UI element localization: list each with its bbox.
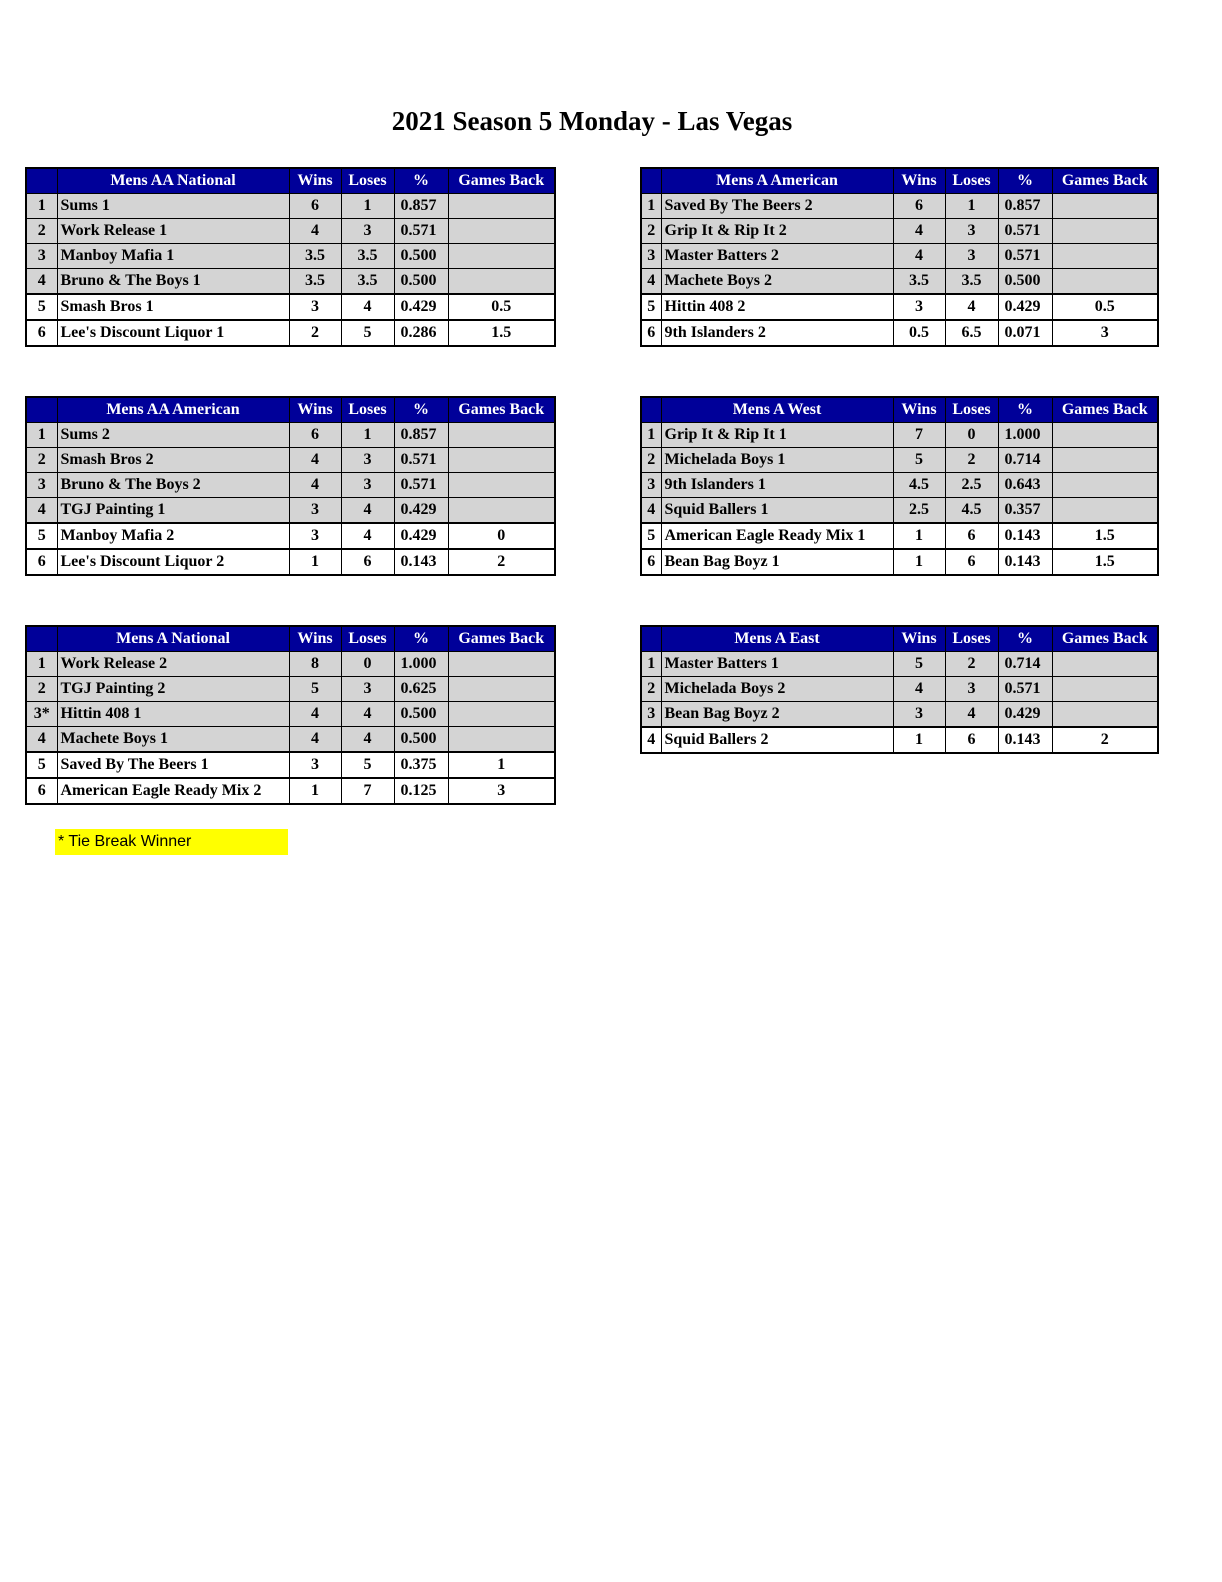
table-row <box>26 219 555 244</box>
pct-cell: 0.625 <box>394 677 448 702</box>
pct-cell: 0.286 <box>394 320 448 346</box>
standings-table-mens-aa-national <box>25 167 556 347</box>
rank-cell: 5 <box>26 523 57 549</box>
games-back-cell <box>1052 269 1158 295</box>
team-name-cell: Machete Boys 1 <box>57 727 289 753</box>
table-row <box>26 448 555 473</box>
table-row <box>641 244 1158 269</box>
header-row <box>26 168 555 194</box>
rank-cell: 4 <box>641 498 661 524</box>
table-row <box>26 194 555 219</box>
rank-header <box>26 626 57 652</box>
wins-cell: 0.5 <box>893 320 945 346</box>
wins-cell: 2.5 <box>893 498 945 524</box>
rank-cell: 1 <box>26 652 57 677</box>
pct-cell: 0.429 <box>998 294 1052 320</box>
table-row <box>641 269 1158 295</box>
team-name-cell: Sums 1 <box>57 194 289 219</box>
team-name-cell: Grip It & Rip It 2 <box>661 219 893 244</box>
loses-cell: 6 <box>945 549 998 575</box>
rank-cell: 1 <box>26 423 57 448</box>
pct-cell: 0.643 <box>998 473 1052 498</box>
table-row <box>641 652 1158 677</box>
rank-cell: 3 <box>641 702 661 728</box>
wins-cell: 7 <box>893 423 945 448</box>
games-back-cell <box>1052 448 1158 473</box>
team-name-cell: Manboy Mafia 1 <box>57 244 289 269</box>
rank-cell: 2 <box>641 448 661 473</box>
rank-cell: 6 <box>26 320 57 346</box>
loses-cell: 2 <box>945 448 998 473</box>
standings-table-mens-a-national <box>25 625 556 805</box>
pct-cell: 0.500 <box>394 244 448 269</box>
loses-cell: 5 <box>341 320 394 346</box>
wins-cell: 3.5 <box>289 244 341 269</box>
team-name-cell: Grip It & Rip It 1 <box>661 423 893 448</box>
pct-cell: 0.143 <box>998 523 1052 549</box>
pct-cell: 0.143 <box>998 549 1052 575</box>
games-back-cell <box>448 219 555 244</box>
wins-cell: 3 <box>893 294 945 320</box>
pct-cell: 0.500 <box>998 269 1052 295</box>
games-back-cell <box>1052 423 1158 448</box>
loses-cell: 0 <box>341 652 394 677</box>
team-name-cell: Saved By The Beers 1 <box>57 752 289 778</box>
rank-header <box>26 397 57 423</box>
table-row <box>26 498 555 524</box>
rank-header <box>641 168 661 194</box>
page-title: 2021 Season 5 Monday - Las Vegas <box>391 106 793 136</box>
rank-cell: 2 <box>26 677 57 702</box>
table-row <box>26 702 555 727</box>
table-row <box>26 269 555 295</box>
rank-header <box>641 626 661 652</box>
standings-table-mens-a-american <box>640 167 1159 347</box>
table-row <box>641 294 1158 320</box>
table-row <box>26 677 555 702</box>
table-row <box>26 523 555 549</box>
games-back-cell <box>448 194 555 219</box>
tie-break-legend: * Tie Break Winner <box>55 829 288 855</box>
table-row <box>641 423 1158 448</box>
rank-cell: 1 <box>641 652 661 677</box>
pct-cell: 0.571 <box>998 219 1052 244</box>
division-name: Mens AA National <box>57 168 289 194</box>
pct-header: % <box>998 626 1052 652</box>
games-back-header: Games Back <box>448 168 555 194</box>
table-row <box>641 523 1158 549</box>
pct-cell: 0.571 <box>998 244 1052 269</box>
table-body <box>641 194 1158 347</box>
team-name-cell: Sums 2 <box>57 423 289 448</box>
pct-header: % <box>998 168 1052 194</box>
rank-cell: 4 <box>26 269 57 295</box>
games-back-cell: 1 <box>448 752 555 778</box>
wins-cell: 5 <box>893 652 945 677</box>
pct-cell: 0.500 <box>394 702 448 727</box>
wins-cell: 4 <box>289 702 341 727</box>
loses-cell: 4 <box>341 523 394 549</box>
pct-cell: 0.571 <box>394 473 448 498</box>
team-name-cell: Michelada Boys 2 <box>661 677 893 702</box>
pct-cell: 0.429 <box>394 523 448 549</box>
pct-cell: 0.571 <box>394 219 448 244</box>
division-name: Mens A National <box>57 626 289 652</box>
wins-cell: 1 <box>289 549 341 575</box>
games-back-cell <box>1052 498 1158 524</box>
pct-cell: 1.000 <box>394 652 448 677</box>
wins-cell: 1 <box>289 778 341 804</box>
team-name-cell: Master Batters 1 <box>661 652 893 677</box>
wins-header: Wins <box>289 397 341 423</box>
table-row <box>641 727 1158 753</box>
games-back-cell: 0.5 <box>1052 294 1158 320</box>
loses-cell: 4 <box>945 702 998 728</box>
games-back-cell <box>1052 219 1158 244</box>
table-row <box>641 549 1158 575</box>
wins-cell: 4 <box>893 244 945 269</box>
division-name: Mens A West <box>661 397 893 423</box>
table-row <box>641 677 1158 702</box>
loses-cell: 4 <box>341 294 394 320</box>
pct-header: % <box>394 626 448 652</box>
games-back-cell <box>448 727 555 753</box>
team-name-cell: Bruno & The Boys 2 <box>57 473 289 498</box>
loses-cell: 3 <box>341 448 394 473</box>
wins-header: Wins <box>893 626 945 652</box>
rank-cell: 4 <box>26 498 57 524</box>
loses-cell: 2.5 <box>945 473 998 498</box>
team-name-cell: TGJ Painting 2 <box>57 677 289 702</box>
loses-header: Loses <box>945 397 998 423</box>
loses-cell: 6 <box>945 727 998 753</box>
wins-cell: 5 <box>289 677 341 702</box>
team-name-cell: American Eagle Ready Mix 2 <box>57 778 289 804</box>
wins-cell: 2 <box>289 320 341 346</box>
standings-table-mens-aa-american <box>25 396 556 576</box>
pct-cell: 0.500 <box>394 727 448 753</box>
loses-cell: 3 <box>945 677 998 702</box>
games-back-cell: 3 <box>448 778 555 804</box>
team-name-cell: Squid Ballers 1 <box>661 498 893 524</box>
team-name-cell: Hittin 408 2 <box>661 294 893 320</box>
pct-header: % <box>394 397 448 423</box>
table-row <box>26 549 555 575</box>
loses-cell: 4.5 <box>945 498 998 524</box>
pct-cell: 0.143 <box>394 549 448 575</box>
wins-cell: 6 <box>289 194 341 219</box>
games-back-cell <box>448 677 555 702</box>
team-name-cell: Bean Bag Boyz 1 <box>661 549 893 575</box>
table-row <box>641 219 1158 244</box>
pct-cell: 0.357 <box>998 498 1052 524</box>
table-body <box>26 652 555 805</box>
loses-cell: 3 <box>341 677 394 702</box>
wins-header: Wins <box>289 168 341 194</box>
loses-cell: 1 <box>341 194 394 219</box>
loses-cell: 4 <box>341 727 394 753</box>
pct-cell: 0.571 <box>998 677 1052 702</box>
wins-cell: 3 <box>893 702 945 728</box>
wins-cell: 3 <box>289 498 341 524</box>
pct-cell: 0.714 <box>998 652 1052 677</box>
games-back-cell <box>1052 244 1158 269</box>
rank-cell: 4 <box>641 269 661 295</box>
wins-cell: 4 <box>893 219 945 244</box>
loses-cell: 6 <box>341 549 394 575</box>
wins-cell: 3 <box>289 523 341 549</box>
games-back-cell <box>1052 652 1158 677</box>
loses-cell: 3.5 <box>945 269 998 295</box>
standings-table-mens-a-east <box>640 625 1159 754</box>
games-back-header: Games Back <box>1052 626 1158 652</box>
rank-cell: 5 <box>641 294 661 320</box>
rank-cell: 4 <box>26 727 57 753</box>
wins-cell: 3.5 <box>289 269 341 295</box>
wins-cell: 4.5 <box>893 473 945 498</box>
loses-cell: 1 <box>945 194 998 219</box>
table-body <box>26 423 555 576</box>
team-name-cell: Smash Bros 1 <box>57 294 289 320</box>
wins-cell: 3 <box>289 752 341 778</box>
rank-cell: 1 <box>26 194 57 219</box>
team-name-cell: 9th Islanders 1 <box>661 473 893 498</box>
team-name-cell: Saved By The Beers 2 <box>661 194 893 219</box>
pct-cell: 0.857 <box>394 423 448 448</box>
rank-cell: 6 <box>26 549 57 575</box>
loses-header: Loses <box>945 626 998 652</box>
rank-cell: 2 <box>641 677 661 702</box>
games-back-cell <box>448 498 555 524</box>
loses-cell: 3 <box>945 219 998 244</box>
loses-cell: 3 <box>341 473 394 498</box>
games-back-cell: 3 <box>1052 320 1158 346</box>
rank-cell: 1 <box>641 194 661 219</box>
games-back-header: Games Back <box>448 397 555 423</box>
rank-cell: 5 <box>26 752 57 778</box>
wins-header: Wins <box>893 168 945 194</box>
header-row <box>26 626 555 652</box>
rank-cell: 3 <box>641 473 661 498</box>
table-row <box>26 320 555 346</box>
loses-cell: 6 <box>945 523 998 549</box>
rank-cell: 2 <box>641 219 661 244</box>
loses-header: Loses <box>945 168 998 194</box>
table-row <box>26 778 555 804</box>
table-row <box>26 423 555 448</box>
games-back-cell: 2 <box>1052 727 1158 753</box>
wins-cell: 4 <box>289 727 341 753</box>
rank-cell: 6 <box>26 778 57 804</box>
table-row <box>641 498 1158 524</box>
games-back-cell: 1.5 <box>1052 523 1158 549</box>
games-back-cell: 1.5 <box>448 320 555 346</box>
wins-cell: 4 <box>893 677 945 702</box>
table-row <box>641 320 1158 346</box>
games-back-cell <box>448 269 555 295</box>
wins-cell: 1 <box>893 727 945 753</box>
table-row <box>26 473 555 498</box>
wins-cell: 4 <box>289 448 341 473</box>
team-name-cell: Bean Bag Boyz 2 <box>661 702 893 728</box>
pct-cell: 0.429 <box>394 294 448 320</box>
games-back-cell <box>448 423 555 448</box>
loses-cell: 3.5 <box>341 244 394 269</box>
rank-header <box>26 168 57 194</box>
games-back-cell <box>448 473 555 498</box>
rank-cell: 5 <box>641 523 661 549</box>
loses-cell: 3 <box>945 244 998 269</box>
pct-cell: 0.071 <box>998 320 1052 346</box>
table-body <box>641 423 1158 576</box>
wins-cell: 1 <box>893 549 945 575</box>
games-back-cell <box>448 244 555 269</box>
pct-header: % <box>394 168 448 194</box>
pct-cell: 0.500 <box>394 269 448 295</box>
team-name-cell: Work Release 1 <box>57 219 289 244</box>
table-body <box>641 652 1158 754</box>
wins-cell: 4 <box>289 219 341 244</box>
division-name: Mens A East <box>661 626 893 652</box>
pct-cell: 0.375 <box>394 752 448 778</box>
games-back-header: Games Back <box>1052 397 1158 423</box>
team-name-cell: Bruno & The Boys 1 <box>57 269 289 295</box>
games-back-cell <box>1052 702 1158 728</box>
loses-cell: 2 <box>945 652 998 677</box>
loses-cell: 4 <box>945 294 998 320</box>
pct-cell: 1.000 <box>998 423 1052 448</box>
wins-cell: 6 <box>893 194 945 219</box>
wins-cell: 3 <box>289 294 341 320</box>
wins-cell: 6 <box>289 423 341 448</box>
team-name-cell: American Eagle Ready Mix 1 <box>661 523 893 549</box>
rank-cell: 4 <box>641 727 661 753</box>
team-name-cell: Smash Bros 2 <box>57 448 289 473</box>
pct-cell: 0.857 <box>998 194 1052 219</box>
rank-cell: 1 <box>641 423 661 448</box>
rank-cell: 3 <box>26 473 57 498</box>
wins-cell: 3.5 <box>893 269 945 295</box>
games-back-cell <box>448 702 555 727</box>
pct-cell: 0.125 <box>394 778 448 804</box>
wins-header: Wins <box>289 626 341 652</box>
pct-header: % <box>998 397 1052 423</box>
division-name: Mens AA American <box>57 397 289 423</box>
loses-header: Loses <box>341 397 394 423</box>
games-back-header: Games Back <box>1052 168 1158 194</box>
table-row <box>26 752 555 778</box>
pct-cell: 0.429 <box>998 702 1052 728</box>
games-back-cell <box>1052 677 1158 702</box>
loses-header: Loses <box>341 168 394 194</box>
games-back-cell <box>1052 473 1158 498</box>
rank-cell: 2 <box>26 219 57 244</box>
table-body <box>26 194 555 347</box>
table-row <box>641 194 1158 219</box>
loses-cell: 4 <box>341 702 394 727</box>
header-row <box>641 626 1158 652</box>
header-row <box>641 397 1158 423</box>
wins-cell: 8 <box>289 652 341 677</box>
games-back-header: Games Back <box>448 626 555 652</box>
games-back-cell: 2 <box>448 549 555 575</box>
rank-cell: 5 <box>26 294 57 320</box>
pct-cell: 0.857 <box>394 194 448 219</box>
header-row <box>26 397 555 423</box>
team-name-cell: Manboy Mafia 2 <box>57 523 289 549</box>
team-name-cell: Work Release 2 <box>57 652 289 677</box>
table-row <box>26 294 555 320</box>
pct-cell: 0.571 <box>394 448 448 473</box>
loses-cell: 1 <box>341 423 394 448</box>
pct-cell: 0.714 <box>998 448 1052 473</box>
rank-cell: 6 <box>641 320 661 346</box>
wins-cell: 4 <box>289 473 341 498</box>
table-row <box>26 727 555 753</box>
games-back-cell: 0.5 <box>448 294 555 320</box>
table-row <box>641 448 1158 473</box>
table-row <box>26 652 555 677</box>
loses-cell: 3 <box>341 219 394 244</box>
wins-cell: 1 <box>893 523 945 549</box>
team-name-cell: Hittin 408 1 <box>57 702 289 727</box>
team-name-cell: Squid Ballers 2 <box>661 727 893 753</box>
table-row <box>641 473 1158 498</box>
rank-cell: 3* <box>26 702 57 727</box>
wins-header: Wins <box>893 397 945 423</box>
table-row <box>641 702 1158 728</box>
team-name-cell: Lee's Discount Liquor 1 <box>57 320 289 346</box>
loses-cell: 4 <box>341 498 394 524</box>
loses-header: Loses <box>341 626 394 652</box>
pct-cell: 0.429 <box>394 498 448 524</box>
team-name-cell: TGJ Painting 1 <box>57 498 289 524</box>
loses-cell: 5 <box>341 752 394 778</box>
rank-header <box>641 397 661 423</box>
header-row <box>641 168 1158 194</box>
loses-cell: 6.5 <box>945 320 998 346</box>
wins-cell: 5 <box>893 448 945 473</box>
standings-table-mens-a-west <box>640 396 1159 576</box>
games-back-cell: 0 <box>448 523 555 549</box>
loses-cell: 3.5 <box>341 269 394 295</box>
rank-cell: 3 <box>641 244 661 269</box>
team-name-cell: Machete Boys 2 <box>661 269 893 295</box>
loses-cell: 7 <box>341 778 394 804</box>
division-name: Mens A American <box>661 168 893 194</box>
rank-cell: 2 <box>26 448 57 473</box>
team-name-cell: Lee's Discount Liquor 2 <box>57 549 289 575</box>
team-name-cell: 9th Islanders 2 <box>661 320 893 346</box>
team-name-cell: Michelada Boys 1 <box>661 448 893 473</box>
loses-cell: 0 <box>945 423 998 448</box>
table-row <box>26 244 555 269</box>
games-back-cell <box>448 448 555 473</box>
games-back-cell <box>1052 194 1158 219</box>
rank-cell: 3 <box>26 244 57 269</box>
rank-cell: 6 <box>641 549 661 575</box>
pct-cell: 0.143 <box>998 727 1052 753</box>
games-back-cell: 1.5 <box>1052 549 1158 575</box>
games-back-cell <box>448 652 555 677</box>
team-name-cell: Master Batters 2 <box>661 244 893 269</box>
